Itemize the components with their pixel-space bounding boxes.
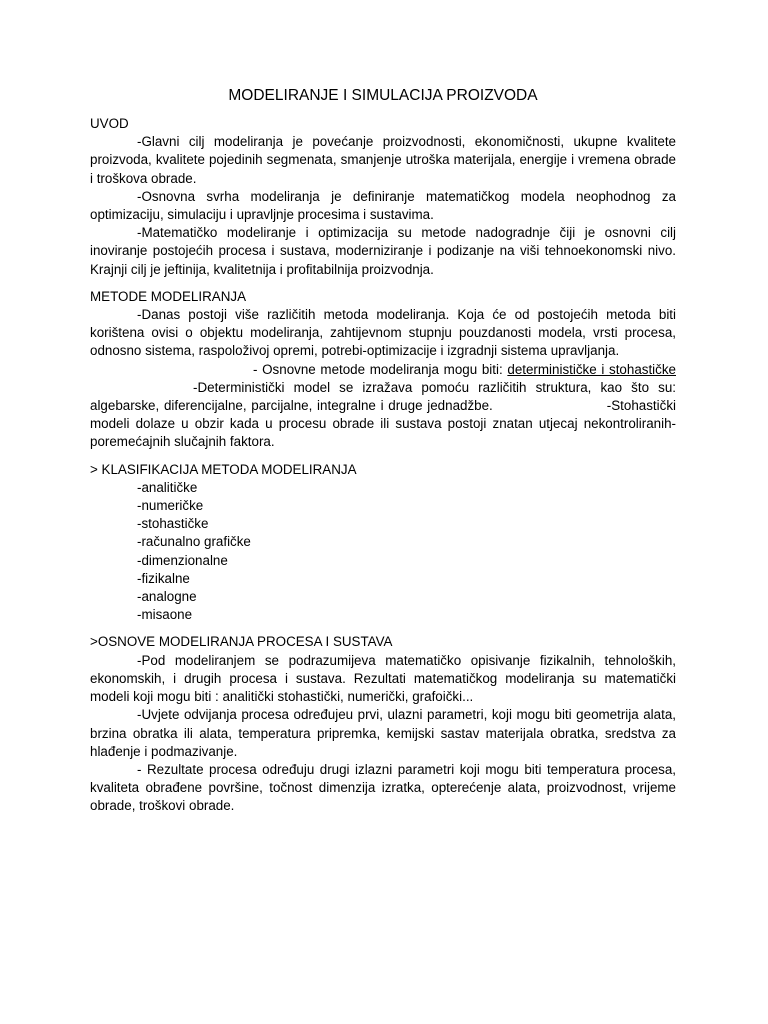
metode-deterministic-sentence: -Deterministički model se izražava pomoću različitih struktura, kao što su: algebarske, diferencijalne, parcijalne, integralne i druge jednadžbe.: [90, 379, 676, 414]
list-item: -analitičke: [137, 479, 198, 495]
metode-paragraph-1: -Danas postoji više različitih metoda modeliranja. Koja će od postojećih metoda biti korištena ovisi o objektu modeliranja, zahtijevnom stupnju pouzdanosti modela, vrsti procesa, odnosno sistema, raspoloživoj opremi, potrebi-optimizacije i izgradnji sistema upravljanja.: [90, 307, 676, 359]
classification-list: [90, 479, 676, 625]
osnove-paragraph-2: -Uvjete odvijanja procesa određujeu prvi, ulazni parametri, koji mogu biti geometrija alata, brzina obratka ili alata, temperatura pripremka, kemijski sastav materijala obratka, sredstva za hlađenje i podmazivanje.: [90, 707, 676, 759]
list-item: -misaone: [137, 607, 193, 623]
list-item: -analogne: [137, 589, 197, 605]
list-item: -dimenzionalne: [137, 552, 228, 568]
section-gap: [90, 279, 676, 288]
section-heading-metode: METODE MODELIRANJA: [90, 288, 246, 304]
section-gap: [90, 452, 676, 461]
list-item: -numeričke: [137, 498, 204, 514]
osnove-paragraph-1: -Pod modeliranjem se podrazumijeva matematičko opisivanje fizikalnih, tehnoloških, ekonomskih, i drugih procesa i sustava. Rezultati matematičkog modeliranja su matematički modeli koji mogu biti : analitički stohastički, numerički, grafoički...: [90, 652, 676, 705]
list-item: -računalno grafičke: [137, 534, 251, 550]
list-item: -fizikalne: [137, 570, 190, 586]
document-page: [90, 86, 676, 816]
uvod-paragraph-3: -Matematičko modeliranje i optimizacija su metode nadogradnje čiji je osnovni cilj inoviranje postojećih procesa i sustava, moderniziranje i podizanje na viši tehnoekonomski nivo. Krajnji cilj je jeftinija, kvalitetnija i profitabilnija proizvodnja.: [90, 225, 676, 277]
section-heading-uvod: UVOD: [90, 116, 129, 131]
section-klasifikacija: [90, 461, 676, 625]
metode-underlined-terms: determinističke i stohastičke: [507, 361, 676, 377]
metode-stochastic-sentence: -Stohastički modeli dolaze u obzir kada u procesu obrade ili sustava postoji znatan utjecaj nekontroliranih-poremećajnih slučajnih faktora.: [90, 398, 676, 450]
section-metode: [90, 288, 676, 452]
section-heading-osnove: >OSNOVE MODELIRANJA PROCESA I SUSTAVA: [90, 634, 393, 650]
list-item: -stohastičke: [137, 516, 209, 532]
metode-paragraph-2: [90, 361, 676, 452]
osnove-paragraph-3: - Rezultate procesa određuju drugi izlazni parametri koji mogu biti temperatura procesa, kvaliteta obrađene površine, točnost dimenzija izratka, opterećenje alata, proizvodnost, vrijeme obrade, troškovi obrade.: [90, 761, 676, 814]
section-uvod: [90, 115, 676, 279]
section-heading-klasifikacija: > KLASIFIKACIJA METODA MODELIRANJA: [90, 461, 357, 477]
metode-paragraph-2-prefix: - Osnovne metode modeliranja mogu biti:: [253, 361, 508, 377]
section-osnove: [90, 633, 676, 815]
section-gap: [90, 624, 676, 633]
uvod-paragraph-2: -Osnovna svrha modeliranja je definiranje matematičkog modela neophodnog za optimizaciju, simulaciju i upravljnje procesima i sustavima.: [90, 188, 676, 223]
document-title: MODELIRANJE I SIMULACIJA PROIZVODA: [228, 87, 538, 104]
uvod-paragraph-1: -Glavni cilj modeliranja je povećanje proizvodnosti, ekonomičnosti, ukupne kvalitete proizvoda, kvalitete pojedinih segmenata, smanjenje utroška materijala, energije i vremena obrade i troškova obrade.: [90, 134, 676, 186]
